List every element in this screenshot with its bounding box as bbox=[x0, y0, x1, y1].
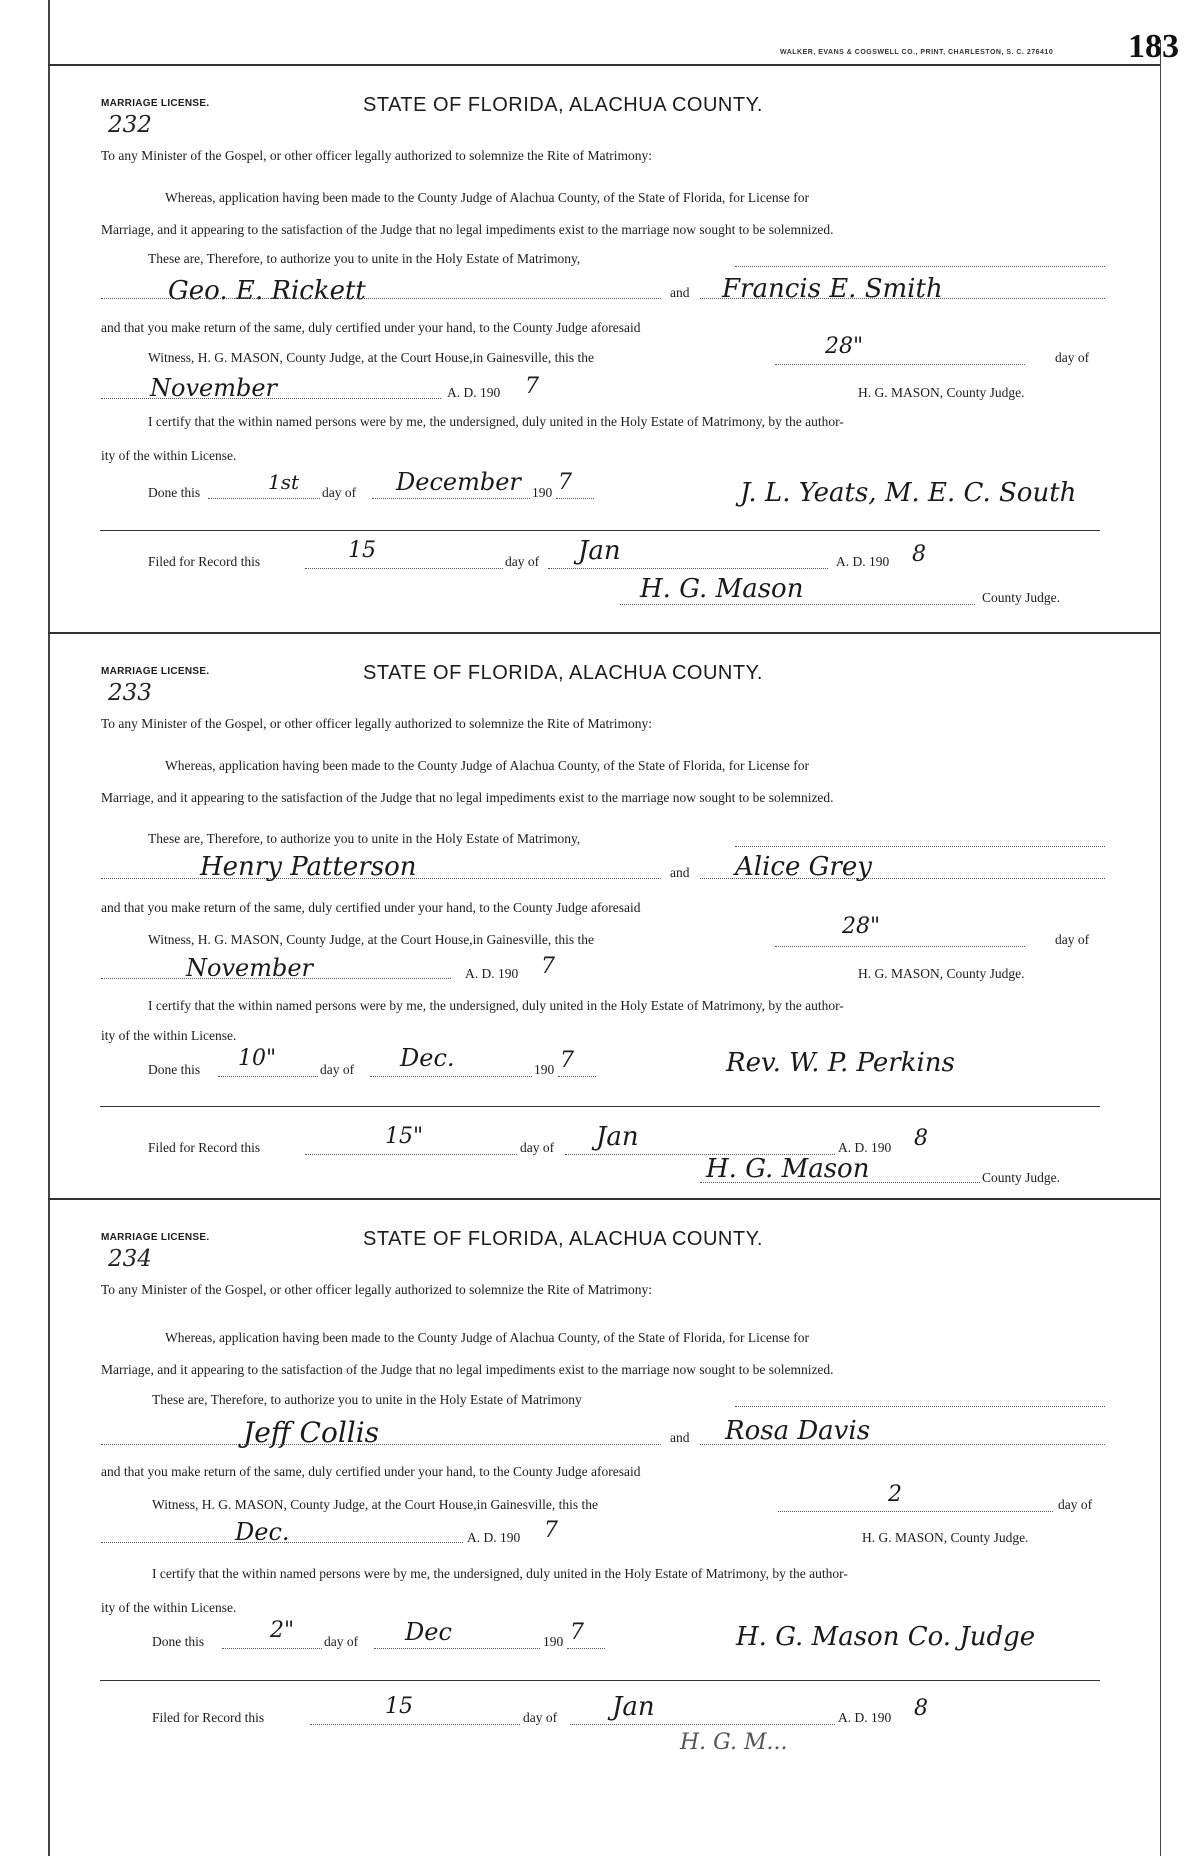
certify-line-2: ity of the within License. bbox=[101, 448, 237, 463]
officiant-signature: J. L. Yeats, M. E. C. South bbox=[740, 478, 1077, 508]
groom-name: Geo. E. Rickett bbox=[168, 276, 366, 306]
done-year-prefix: 190 bbox=[543, 1634, 564, 1649]
return-line: and that you make return of the same, duly certified under your hand, to the County Judge aforesaid bbox=[101, 1464, 641, 1479]
filed-signature: H. G. M... bbox=[680, 1730, 788, 1755]
filed-day-of-label: day of bbox=[523, 1710, 558, 1725]
judge-print: H. G. MASON, County Judge. bbox=[862, 1530, 1029, 1545]
filed-year-digit: 8 bbox=[914, 1126, 928, 1151]
and-label: and bbox=[670, 285, 690, 300]
day-of-label: day of bbox=[1058, 1497, 1093, 1512]
witness-month: November bbox=[150, 374, 278, 402]
witness-line: Witness, H. G. MASON, County Judge, at the Court House,in Gainesville, this the bbox=[148, 932, 595, 947]
whereas-line-2: Marriage, and it appearing to the satisfaction of the Judge that no legal impediments exist to the marriage now sought to be solemnized. bbox=[101, 1362, 834, 1377]
license-divider-2 bbox=[48, 1198, 1160, 1200]
done-year-digit: 7 bbox=[558, 470, 572, 495]
whereas-line-2: Marriage, and it appearing to the satisfaction of the Judge that no legal impediments exist to the marriage now sought to be solemnized. bbox=[101, 222, 834, 237]
authorize-line: These are, Therefore, to authorize you to unite in the Holy Estate of Matrimony, bbox=[148, 831, 581, 846]
done-year-prefix: 190 bbox=[534, 1062, 555, 1077]
filed-month: Jan bbox=[596, 1122, 639, 1152]
county-judge-label: County Judge. bbox=[982, 590, 1061, 605]
filed-label: Filed for Record this bbox=[152, 1710, 265, 1725]
witness-day: 28" bbox=[825, 334, 864, 359]
license-number: 232 bbox=[108, 112, 152, 138]
filed-day: 15 bbox=[385, 1694, 413, 1719]
done-this-label: Done this bbox=[148, 485, 201, 500]
done-month: Dec bbox=[405, 1618, 452, 1646]
address-line: To any Minister of the Gospel, or other officer legally authorized to solemnize the Rite of Matrimony: bbox=[101, 1282, 653, 1297]
certify-line-1: I certify that the within named persons were by me, the undersigned, duly united in the Holy Estate of Matrimony, by the author- bbox=[148, 998, 844, 1013]
certify-line-1: I certify that the within named persons were by me, the undersigned, duly united in the Holy Estate of Matrimony, by the author- bbox=[152, 1566, 848, 1581]
bride-name: Alice Grey bbox=[735, 852, 872, 882]
filed-signature: H. G. Mason bbox=[706, 1154, 870, 1184]
day-of-label: day of bbox=[1055, 350, 1090, 365]
groom-name: Henry Patterson bbox=[200, 852, 417, 882]
year-digit: 7 bbox=[525, 374, 539, 399]
license-label: MARRIAGE LICENSE. bbox=[101, 98, 210, 109]
ad-label: A. D. 190 bbox=[467, 1530, 521, 1545]
filed-signature: H. G. Mason bbox=[640, 574, 804, 604]
license-label: MARRIAGE LICENSE. bbox=[101, 1232, 210, 1243]
done-year-prefix: 190 bbox=[532, 485, 553, 500]
whereas-line-1: Whereas, application having been made to the County Judge of Alachua County, of the State of Florida, for License for bbox=[165, 190, 809, 205]
authorize-line: These are, Therefore, to authorize you to unite in the Holy Estate of Matrimony bbox=[152, 1392, 582, 1407]
groom-name: Jeff Collis bbox=[243, 1416, 380, 1449]
filed-label: Filed for Record this bbox=[148, 1140, 261, 1155]
witness-day: 28" bbox=[842, 914, 881, 939]
license-title: STATE OF FLORIDA, ALACHUA COUNTY. bbox=[363, 94, 763, 116]
return-line: and that you make return of the same, duly certified under your hand, to the County Judge aforesaid bbox=[101, 900, 641, 915]
done-day: 10" bbox=[238, 1046, 277, 1071]
license-label: MARRIAGE LICENSE. bbox=[101, 666, 210, 677]
filed-month: Jan bbox=[612, 1692, 655, 1722]
witness-month: Dec. bbox=[235, 1518, 290, 1546]
year-digit: 7 bbox=[544, 1518, 558, 1543]
certify-line-2: ity of the within License. bbox=[101, 1028, 237, 1043]
filed-ad-label: A. D. 190 bbox=[836, 554, 890, 569]
address-line: To any Minister of the Gospel, or other officer legally authorized to solemnize the Rite of Matrimony: bbox=[101, 148, 653, 163]
done-this-label: Done this bbox=[148, 1062, 201, 1077]
filed-day: 15 bbox=[348, 538, 376, 563]
filed-year-digit: 8 bbox=[912, 542, 926, 567]
filed-ad-label: A. D. 190 bbox=[838, 1710, 892, 1725]
bride-name: Francis E. Smith bbox=[722, 274, 943, 304]
done-year-digit: 7 bbox=[560, 1048, 574, 1073]
year-digit: 7 bbox=[541, 954, 555, 979]
witness-line: Witness, H. G. MASON, County Judge, at the Court House,in Gainesville, this the bbox=[148, 350, 595, 365]
whereas-line-2: Marriage, and it appearing to the satisfaction of the Judge that no legal impediments exist to the marriage now sought to be solemnized. bbox=[101, 790, 834, 805]
filed-label: Filed for Record this bbox=[148, 554, 261, 569]
judge-print: H. G. MASON, County Judge. bbox=[858, 385, 1025, 400]
officiant-signature: H. G. Mason Co. Judge bbox=[736, 1622, 1036, 1652]
and-label: and bbox=[670, 1430, 690, 1445]
authorize-line: These are, Therefore, to authorize you to unite in the Holy Estate of Matrimony, bbox=[148, 251, 581, 266]
certify-line-1: I certify that the within named persons were by me, the undersigned, duly united in the Holy Estate of Matrimony, by the author- bbox=[148, 414, 844, 429]
filed-day: 15" bbox=[385, 1124, 424, 1149]
right-margin-line bbox=[1160, 40, 1161, 1856]
day-of-label: day of bbox=[1055, 932, 1090, 947]
done-day: 1st bbox=[268, 470, 300, 494]
whereas-line-1: Whereas, application having been made to the County Judge of Alachua County, of the State of Florida, for License for bbox=[165, 1330, 809, 1345]
filed-ad-label: A. D. 190 bbox=[838, 1140, 892, 1155]
witness-day: 2 bbox=[888, 1482, 902, 1507]
done-month: Dec. bbox=[400, 1044, 455, 1072]
judge-print: H. G. MASON, County Judge. bbox=[858, 966, 1025, 981]
county-judge-label: County Judge. bbox=[982, 1170, 1061, 1185]
officiant-signature: Rev. W. P. Perkins bbox=[726, 1048, 955, 1078]
bride-name: Rosa Davis bbox=[725, 1416, 871, 1446]
filed-month: Jan bbox=[578, 536, 621, 566]
left-margin-line bbox=[48, 0, 50, 1856]
done-day-of-label: day of bbox=[322, 485, 357, 500]
witness-month: November bbox=[186, 954, 314, 982]
printer-imprint: WALKER, EVANS & COGSWELL CO., PRINT, CHARLESTON, S. C. 276410 bbox=[780, 49, 1054, 56]
done-day-of-label: day of bbox=[320, 1062, 355, 1077]
done-day: 2" bbox=[270, 1618, 295, 1643]
certify-line-2: ity of the within License. bbox=[101, 1600, 237, 1615]
ad-label: A. D. 190 bbox=[447, 385, 501, 400]
license-divider-1 bbox=[48, 632, 1160, 634]
witness-line: Witness, H. G. MASON, County Judge, at the Court House,in Gainesville, this the bbox=[152, 1497, 599, 1512]
header-rule bbox=[48, 64, 1160, 66]
filed-year-digit: 8 bbox=[914, 1696, 928, 1721]
license-number: 234 bbox=[108, 1246, 152, 1272]
return-line: and that you make return of the same, duly certified under your hand, to the County Judge aforesaid bbox=[101, 320, 641, 335]
whereas-line-1: Whereas, application having been made to the County Judge of Alachua County, of the State of Florida, for License for bbox=[165, 758, 809, 773]
license-title: STATE OF FLORIDA, ALACHUA COUNTY. bbox=[363, 662, 763, 684]
page-number: 183 bbox=[1128, 28, 1179, 65]
address-line: To any Minister of the Gospel, or other officer legally authorized to solemnize the Rite of Matrimony: bbox=[101, 716, 653, 731]
filed-day-of-label: day of bbox=[520, 1140, 555, 1155]
done-this-label: Done this bbox=[152, 1634, 205, 1649]
done-month: December bbox=[396, 468, 521, 496]
done-day-of-label: day of bbox=[324, 1634, 359, 1649]
license-number: 233 bbox=[108, 680, 152, 706]
license-title: STATE OF FLORIDA, ALACHUA COUNTY. bbox=[363, 1228, 763, 1250]
filed-day-of-label: day of bbox=[505, 554, 540, 569]
ad-label: A. D. 190 bbox=[465, 966, 519, 981]
done-year-digit: 7 bbox=[570, 1620, 584, 1645]
and-label: and bbox=[670, 865, 690, 880]
